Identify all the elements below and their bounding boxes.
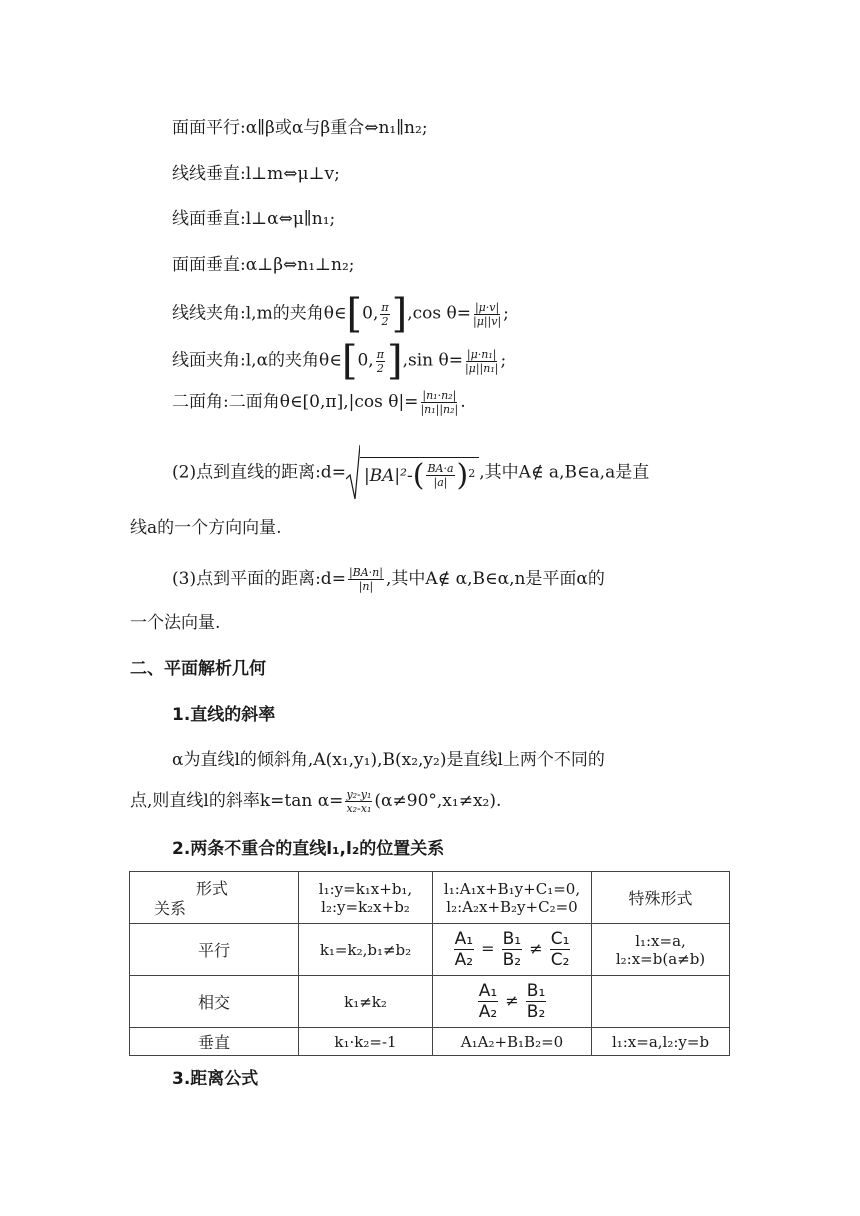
fraction-plane-distance [348,566,384,593]
fraction-A [454,929,474,970]
fraction-B [526,981,546,1022]
frac-den: A₂ [478,1002,498,1022]
sqrt-expression [346,445,479,501]
frac-den: 2 [376,361,384,375]
heading-text: 3.距离公式 [172,1069,259,1089]
fraction-sin [465,348,498,375]
header-relation: 关系 [154,899,187,918]
frac-num: y₂-y₁ [346,788,372,801]
cell-line: l₁:A₁x+B₁y+C₁=0, [443,879,581,898]
text: ,cos θ= [407,303,471,324]
frac-num: π [381,300,389,314]
cell: l₁:x=a,l₂:y=b [592,1028,730,1056]
frac-den: 2 [381,314,389,328]
subsection-heading [172,837,444,861]
radicand-part: |BA|²- [363,465,413,486]
text: 二面角:二面角θ∈[0,π],|cos θ|= [172,392,419,412]
paragraph-line: α为直线l的倾斜角,A(x₁,y₁),B(x₂,y₂)是直线l上两个不同的 [172,750,605,770]
frac-den: |μ||n₁| [464,361,499,375]
cell [592,924,730,976]
cell-line: l₁:x=a, [635,931,686,950]
section-heading: 二、平面解析几何 [130,659,266,679]
radical-sign-icon [346,445,360,501]
cell: k₁≠k₂ [299,976,433,1028]
frac-den: x₂-x₁ [346,802,372,815]
table-row [130,872,730,924]
cell: k₁=k₂,b₁≠b₂ [299,924,433,976]
text: ,其中A∉ α,B∈α,n是平面α的 [385,569,605,589]
heading-text: 1.直线的斜率 [172,705,276,725]
row-label: 垂直 [130,1028,299,1056]
cell-parallel-condition [433,924,592,976]
text: (2)点到直线的距离:d= [172,462,346,483]
cell-line: l₂:y=k₂x+b₂ [321,897,410,916]
bracket-close: ] [386,338,403,384]
line-plane-perpendicular: 面面垂直:α⊥β⇔n₁⊥n₂; [172,255,355,275]
text: . [460,392,466,412]
bracket-open: [ [346,291,363,337]
fraction-pi-over-2 [376,348,385,375]
frac-den: |a| [433,476,448,489]
frac-den: |n₁||n₂| [420,403,459,416]
paren-open: ( [412,457,425,493]
table-row [130,1028,730,1056]
text: 线面夹角:l,α的夹角θ∈ [172,350,342,371]
cell-intersect-condition [433,976,592,1028]
frac-num: |BA·n| [348,566,383,579]
cell-line: l₂:x=b(a≠b) [615,949,706,968]
line-lineplane-perpendicular: 线面垂直:l⊥α⇔μ∥n₁; [172,209,336,229]
dihedral-angle [172,389,466,416]
bracket-open: [ [341,338,358,384]
radicand [360,457,479,493]
paren-close: ) [456,457,469,493]
heading-text: 2.两条不重合的直线l₁,l₂的位置关系 [172,839,445,859]
cell-line: l₁:y=k₁x+b₁, [318,879,413,898]
interval-start: 0, [362,303,379,324]
slope-formula [130,788,501,815]
fraction-pi-over-2 [380,301,389,328]
frac-num: B₁ [502,929,522,949]
header-special-form: 特殊形式 [592,872,730,924]
not-equal-sign: ≠ [505,991,519,1010]
bracket-close: ] [391,291,408,337]
frac-num: BA·a [427,462,454,475]
row-label: 相交 [130,976,299,1028]
text: (3)点到平面的距离:d= [172,569,346,589]
table-row [130,924,730,976]
text-line: 一个法向量. [130,613,221,633]
exponent: 2 [468,467,476,480]
cell-line: l₂:A₂x+B₂y+C₂=0 [446,897,578,916]
interval-start: 0, [357,350,374,371]
frac-num: A₁ [478,981,498,1001]
not-equal-sign: ≠ [529,939,543,958]
frac-den: A₂ [454,950,474,970]
frac-num: π [376,347,384,361]
point-plane-distance [172,566,605,593]
line-line-angle [172,291,509,337]
frac-den: |n| [358,580,374,593]
text: ,sin θ= [402,350,463,371]
text: 线线夹角:l,m的夹角θ∈ [172,303,347,324]
header-slope-form [299,872,433,924]
frac-den: C₂ [550,950,570,970]
subsection-heading [172,1067,258,1091]
frac-num: |μ·n₁| [466,347,497,361]
text: 点,则直线l的斜率k=tan α= [130,791,344,811]
fraction-C [550,929,571,970]
frac-num: A₁ [454,929,474,949]
header-diagonal-cell [130,872,299,924]
table-row [130,976,730,1028]
text: ,其中A∉ a,B∈a,a是直 [479,462,650,483]
row-label: 平行 [130,924,299,976]
fraction-slope [345,788,372,815]
cell-empty [592,976,730,1028]
fraction-cos [473,301,501,328]
fraction-A [478,981,498,1022]
cell: k₁·k₂=-1 [299,1028,433,1056]
text: (α≠90°,x₁≠x₂). [374,791,502,811]
text: ; [503,303,509,324]
frac-num: |n₁·n₂| [422,389,457,402]
fraction-B [502,929,522,970]
line-relations-table [129,871,730,1056]
frac-den: |μ||v| [472,314,502,328]
frac-num: B₁ [526,981,546,1001]
frac-num: |μ·v| [474,300,500,314]
text-line: 线a的一个方向向量. [130,518,282,538]
cell: A₁A₂+B₁B₂=0 [433,1028,592,1056]
point-line-distance [172,445,649,501]
text: ; [500,350,507,371]
header-form: 形式 [195,879,228,898]
frac-den: B₂ [526,1002,546,1022]
line-plane-parallel: 面面平行:α∥β或α与β重合⇔n₁∥n₂; [172,118,428,138]
header-general-form [433,872,592,924]
fraction-projection [426,462,454,489]
subsection-heading [172,703,275,727]
fraction-dihedral [420,389,458,416]
frac-den: B₂ [502,950,522,970]
line-plane-angle [172,338,507,384]
line-line-perpendicular: 线线垂直:l⊥m⇔μ⊥v; [172,164,340,184]
frac-num: C₁ [550,929,570,949]
equals-sign: = [481,939,495,958]
